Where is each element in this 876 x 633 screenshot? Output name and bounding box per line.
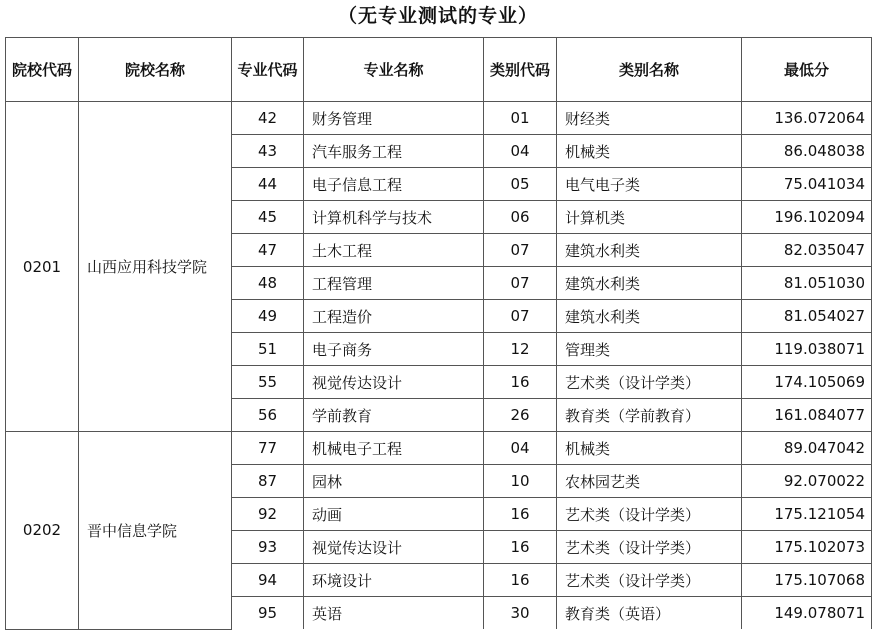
category-name-cell: 计算机类: [557, 201, 742, 234]
major-name-cell: 环境设计: [304, 564, 484, 597]
min-score-cell: 196.102094: [742, 201, 872, 234]
major-name-cell: 动画: [304, 498, 484, 531]
major-code-cell: 95: [232, 597, 304, 630]
major-code-cell: 55: [232, 366, 304, 399]
category-code-cell: 16: [484, 366, 557, 399]
major-name-cell: 电子商务: [304, 333, 484, 366]
min-score-cell: 92.070022: [742, 465, 872, 498]
major-name-cell: 园林: [304, 465, 484, 498]
category-name-cell: 农林园艺类: [557, 465, 742, 498]
school-code-cell: 0202: [6, 432, 79, 630]
major-name-cell: 电子信息工程: [304, 168, 484, 201]
major-name-cell: 学前教育: [304, 399, 484, 432]
category-name-cell: 机械类: [557, 432, 742, 465]
table-row: [6, 432, 872, 465]
major-name-cell: 土木工程: [304, 234, 484, 267]
category-code-cell: 07: [484, 267, 557, 300]
major-code-cell: 43: [232, 135, 304, 168]
category-name-cell: 建筑水利类: [557, 300, 742, 333]
category-code-cell: 05: [484, 168, 557, 201]
min-score-cell: 149.078071: [742, 597, 872, 630]
min-score-cell: 136.072064: [742, 102, 872, 135]
category-code-cell: 16: [484, 498, 557, 531]
category-code-cell: 07: [484, 234, 557, 267]
table-row: [6, 102, 872, 135]
major-code-cell: 92: [232, 498, 304, 531]
category-code-cell: 06: [484, 201, 557, 234]
category-code-cell: 10: [484, 465, 557, 498]
category-name-cell: 建筑水利类: [557, 234, 742, 267]
major-name-cell: 汽车服务工程: [304, 135, 484, 168]
school-name-cell: 晋中信息学院: [79, 432, 232, 630]
category-code-cell: 12: [484, 333, 557, 366]
major-code-cell: 47: [232, 234, 304, 267]
major-name-cell: 视觉传达设计: [304, 366, 484, 399]
category-code-cell: 04: [484, 432, 557, 465]
header-category-name: 类别名称: [557, 38, 742, 102]
min-score-cell: 119.038071: [742, 333, 872, 366]
major-name-cell: 计算机科学与技术: [304, 201, 484, 234]
category-code-cell: 16: [484, 564, 557, 597]
major-name-cell: 工程管理: [304, 267, 484, 300]
category-code-cell: 01: [484, 102, 557, 135]
category-name-cell: 艺术类（设计学类）: [557, 564, 742, 597]
major-code-cell: 51: [232, 333, 304, 366]
major-name-cell: 视觉传达设计: [304, 531, 484, 564]
min-score-cell: 175.102073: [742, 531, 872, 564]
header-school-name: 院校名称: [79, 38, 232, 102]
category-name-cell: 教育类（英语）: [557, 597, 742, 630]
min-score-cell: 75.041034: [742, 168, 872, 201]
admission-score-table: [5, 37, 872, 630]
major-code-cell: 56: [232, 399, 304, 432]
category-name-cell: 管理类: [557, 333, 742, 366]
major-code-cell: 87: [232, 465, 304, 498]
major-code-cell: 49: [232, 300, 304, 333]
category-name-cell: 艺术类（设计学类）: [557, 366, 742, 399]
category-code-cell: 30: [484, 597, 557, 630]
page-title: （无专业测试的专业）: [337, 5, 538, 27]
header-major-name: 专业名称: [304, 38, 484, 102]
major-code-cell: 45: [232, 201, 304, 234]
category-name-cell: 电气电子类: [557, 168, 742, 201]
header-category-code: 类别代码: [484, 38, 557, 102]
major-code-cell: 93: [232, 531, 304, 564]
major-name-cell: 工程造价: [304, 300, 484, 333]
category-code-cell: 26: [484, 399, 557, 432]
header-major-code: 专业代码: [232, 38, 304, 102]
min-score-cell: 81.054027: [742, 300, 872, 333]
category-name-cell: 机械类: [557, 135, 742, 168]
major-code-cell: 44: [232, 168, 304, 201]
category-name-cell: 艺术类（设计学类）: [557, 498, 742, 531]
min-score-cell: 161.084077: [742, 399, 872, 432]
min-score-cell: 174.105069: [742, 366, 872, 399]
major-code-cell: 94: [232, 564, 304, 597]
header-min-score: 最低分: [742, 38, 872, 102]
category-name-cell: 建筑水利类: [557, 267, 742, 300]
table-body: [6, 102, 872, 630]
min-score-cell: 175.121054: [742, 498, 872, 531]
school-name-cell: 山西应用科技学院: [79, 102, 232, 432]
category-name-cell: 财经类: [557, 102, 742, 135]
min-score-cell: 82.035047: [742, 234, 872, 267]
min-score-cell: 89.047042: [742, 432, 872, 465]
major-name-cell: 英语: [304, 597, 484, 630]
category-name-cell: 艺术类（设计学类）: [557, 531, 742, 564]
category-code-cell: 16: [484, 531, 557, 564]
category-name-cell: 教育类（学前教育）: [557, 399, 742, 432]
header-school-code: 院校代码: [6, 38, 79, 102]
min-score-cell: 81.051030: [742, 267, 872, 300]
category-code-cell: 04: [484, 135, 557, 168]
major-code-cell: 77: [232, 432, 304, 465]
min-score-cell: 175.107068: [742, 564, 872, 597]
min-score-cell: 86.048038: [742, 135, 872, 168]
major-name-cell: 机械电子工程: [304, 432, 484, 465]
major-code-cell: 48: [232, 267, 304, 300]
category-code-cell: 07: [484, 300, 557, 333]
major-name-cell: 财务管理: [304, 102, 484, 135]
major-code-cell: 42: [232, 102, 304, 135]
table-header-row: [6, 38, 872, 102]
school-code-cell: 0201: [6, 102, 79, 432]
